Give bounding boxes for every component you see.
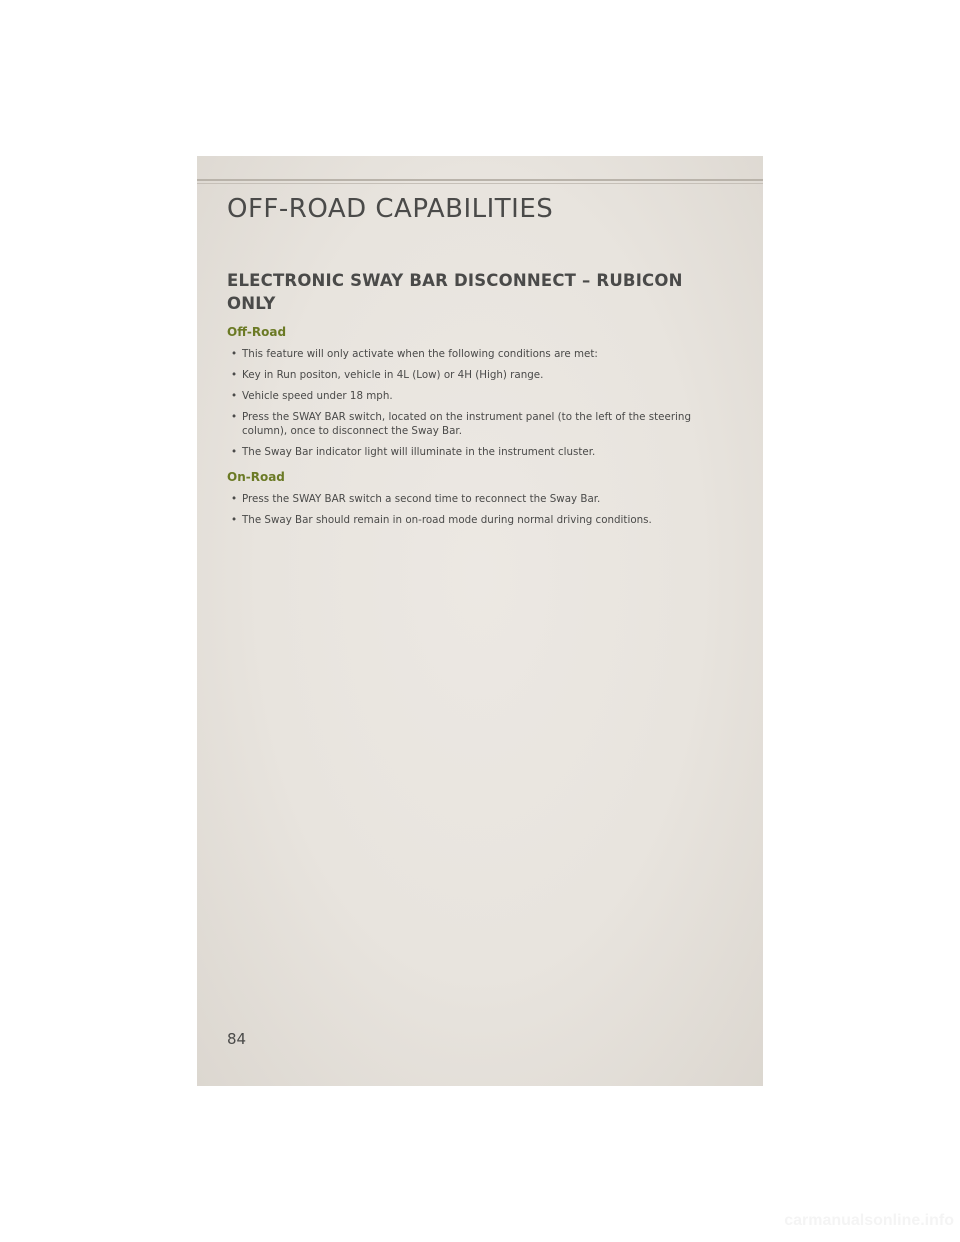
- watermark-logo: carmanualsonline.info: [784, 1212, 954, 1229]
- list-item: • Press the SWAY BAR switch a second time to reconnect the Sway Bar.: [231, 493, 601, 505]
- bullet-icon: •: [231, 369, 238, 381]
- list-item: • Press the SWAY BAR switch, located on the instrument panel (to the left of the steering column), once to disconnect the Sway Bar.: [231, 411, 691, 437]
- list-item: • This feature will only activate when the following conditions are met:: [231, 348, 598, 360]
- bullet-icon: •: [231, 390, 238, 402]
- article-heading: ELECTRONIC SWAY BAR DISCONNECT – RUBICON ONLY: [227, 271, 683, 313]
- header-rule: [197, 179, 763, 181]
- bullet-icon: •: [231, 348, 238, 360]
- header-rule-secondary: [197, 183, 763, 184]
- section-title: OFF-ROAD CAPABILITIES: [227, 194, 554, 224]
- bullet-icon: •: [231, 493, 238, 505]
- subheading-off-road: Off-Road: [227, 325, 287, 339]
- on-road-list: [227, 492, 737, 527]
- page-number: 84: [227, 1030, 247, 1048]
- list-item: • The Sway Bar should remain in on-road mode during normal driving conditions.: [231, 514, 652, 526]
- list-item: • Vehicle speed under 18 mph.: [231, 390, 393, 402]
- subheading-on-road: On-Road: [227, 470, 285, 484]
- list-item: • Key in Run positon, vehicle in 4L (Low) or 4H (High) range.: [231, 369, 544, 381]
- list-item: • The Sway Bar indicator light will illuminate in the instrument cluster.: [231, 446, 596, 458]
- manual-page: [197, 156, 763, 1086]
- off-road-list: [227, 347, 737, 459]
- article-content: [227, 269, 737, 534]
- bullet-icon: •: [231, 514, 238, 526]
- bullet-icon: •: [231, 411, 238, 423]
- bullet-icon: •: [231, 446, 238, 458]
